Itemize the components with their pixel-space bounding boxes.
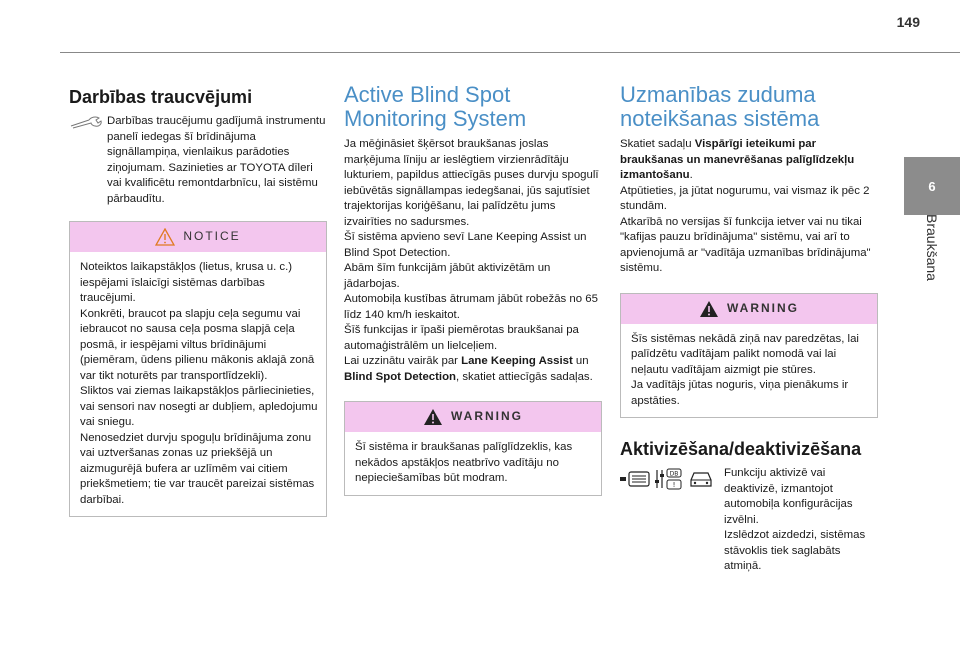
activation-title: Aktivizēšana/deaktivizēšana	[620, 439, 862, 459]
intro-row	[69, 114, 327, 207]
activation-row	[620, 468, 878, 575]
wrench-icon	[69, 115, 105, 129]
ref-pre: Skatiet sadaļu	[620, 138, 695, 150]
reference-text	[620, 137, 878, 184]
column-active-blind-spot	[344, 82, 602, 496]
notice-text: Noteiktos laikapstākļos (lietus, krusa u. c.) iespējami īslaicīgi sistēmas darbības traucējumi. Konkrēti, braucot pa slapju ceļa segumu vai iebraucot no sausa ceļa posma slapjā ceļa posmā, ir iespējami viltus brīdinājumi (piemēram, ūdens pilienu mākonis aklajā zonā var tikt noturēts par transportlīdzekli). Sliktos vai ziemas laikapstākļos pārliecinieties, vai sensori nav nosegti ar dubļiem, apledojumu vai sniegu. Nenosedziet durvju spoguļu brīdinājuma zonu vai uztveršanas zonas uz priekšējā un aizmugurējā bufera ar uzlīmēm vai citiem priekšmetiem; tie var traucēt pareizai sistēmas darbībai.	[80, 261, 318, 506]
warning-box	[344, 401, 602, 496]
svg-text:DB: DB	[669, 470, 679, 478]
intro-text: Darbības traucējumu gadījumā instrumentu panelī iedegas šī brīdinājuma signāllampiņa, vienlaikus parādoties ziņojumam. Sazinieties ar TOYOTA dīleri vai kvalificētu remontdarbnīcu, lai sistēmu pārbaudītu.	[107, 115, 326, 205]
notice-box	[69, 221, 327, 517]
page-number: 149	[896, 14, 920, 30]
activation-icons	[620, 468, 718, 490]
svg-text:!: !	[672, 481, 676, 489]
warning-label: WARNING	[451, 409, 523, 424]
warning-text: Šīs sistēmas nekādā ziņā nav paredzētas, lai palīdzētu vadītājam palikt nomodā vai lai neļautu vadītājam aizmigt pie stūres. Ja vadītājs jūtas noguris, viņa pienākums ir apstāties.	[631, 332, 859, 407]
more-pre: Lai uzzinātu vairāk par	[344, 355, 462, 367]
more-post: , skatiet attiecīgās sadaļas.	[456, 370, 593, 383]
more-link-lka: Lane Keeping Assist	[461, 355, 573, 367]
more-info-text	[344, 354, 602, 385]
car-icon	[688, 469, 714, 489]
chapter-title: Braukšana	[924, 214, 940, 281]
warning-header	[345, 402, 601, 432]
warning-label: WARNING	[727, 300, 799, 315]
body-text: Atpūtieties, ja jūtat nogurumu, vai vismaz ik pēc 2 stundām. Atkarībā no versijas šī funkcija ietver vai nu tikai "kafijas pauzu brīdinājuma" sistēmu, vai arī to apvienojumā ar "vadītāja uzmanības brīdinājuma" sistēmu.	[620, 184, 871, 274]
column-malfunction	[69, 86, 327, 517]
ref-bold: Vispārīgi ieteikumi par braukšanas un manevrēšanas palīglīdzekļu izmantošanu	[620, 138, 855, 181]
more-mid: un	[572, 355, 589, 367]
column-attention-loss	[620, 82, 878, 575]
menu-screen-icon	[620, 471, 650, 487]
warning-text: Šī sistēma ir braukšanas palīglīdzeklis, kas nekādos apstākļos neatbrīvo vadītāju no nepieciešamības būt modram.	[355, 441, 573, 484]
warning-header	[621, 294, 877, 324]
section-title: Darbības traucvējumi	[69, 87, 253, 107]
warning-box	[620, 293, 878, 419]
more-link-bsd: Blind Spot Detection	[344, 370, 457, 383]
ref-post: .	[689, 169, 693, 181]
warning-triangle-icon	[423, 408, 443, 426]
notice-header	[70, 222, 326, 252]
warning-triangle-icon	[155, 228, 175, 246]
settings-sliders-icon	[654, 468, 684, 490]
section-title: Uzmanības zuduma noteikšanas sistēma	[620, 82, 820, 131]
section-title: Active Blind Spot Monitoring System	[344, 82, 527, 131]
top-rule	[60, 52, 960, 53]
activation-text: Funkciju aktivizē vai deaktivizē, izmantojot automobiļa konfigurācijas izvēlni. Izslēdzot aizdedzi, sistēmas stāvoklis tiek saglabāts atmiņā.	[724, 467, 866, 572]
chapter-tab: 6	[904, 157, 960, 215]
body-text: Ja mēģināsiet šķērsot braukšanas joslas marķējuma līniju ar ieslēgtiem virzienrādītāju lukturiem, papildus attiecīgās puses durvju spogulī iebūvētās signāllampas iedegšanai, jūs sajutīsiet trajektorijas koriģēšanu, lai palīdzētu jums izvairīties no sadursmes. Šī sistēma apvieno sevī Lane Keeping Assist un Blind Spot Detection. Abām šīm funkcijām jābūt aktivizētām un jādarbojas. Automobiļa kustības ātrumam jābūt robežās no 65 līdz 140 km/h ieskaitot. Šīš funkcijas ir īpaši piemērotas braukšanai pa automaģistrālēm un lielceļiem.	[344, 138, 599, 352]
notice-label: NOTICE	[183, 229, 241, 244]
warning-triangle-icon	[699, 300, 719, 318]
